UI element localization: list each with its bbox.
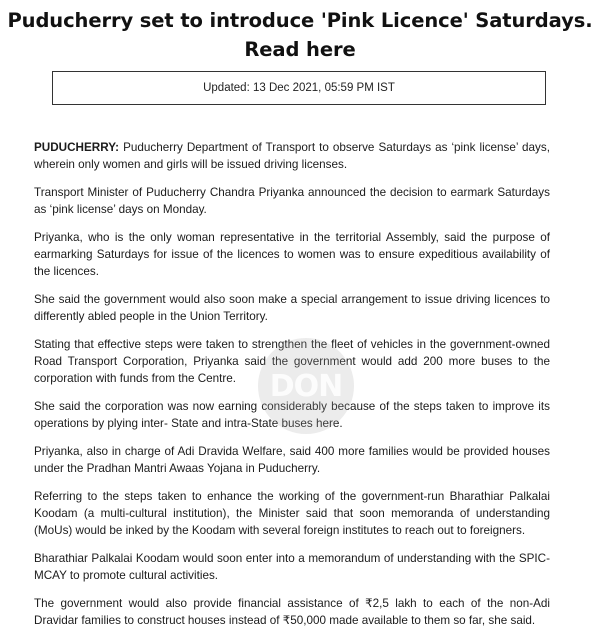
paragraph-8: Referring to the steps taken to enhance the working of the government-run Bharathiar Palkalai Koodam (a multi-cultural institution), the Minister said that soon memoranda of understanding (MoUs) would be inked by the Koodam with several foreign institutes to reach out to foreigners. [34, 490, 550, 537]
paragraph-4: She said the government would also soon make a special arrangement to issue driving licences to differently abled people in the Union Territory. [34, 293, 550, 323]
updated-timestamp-box [52, 71, 546, 105]
paragraph-5: Stating that effective steps were taken to strengthen the fleet of vehicles in the government-owned Road Transport Corporation, Priyanka said the government would add 200 more buses to the corporation with funds from the Centre. [34, 338, 550, 385]
article-body [34, 139, 550, 640]
paragraph-2: Transport Minister of Puducherry Chandra Priyanka announced the decision to earmark Saturdays as ‘pink license’ days on Monday. [34, 186, 550, 216]
paragraph-10: The government would also provide financial assistance of ₹2,5 lakh to each of the non-Adi Dravidar families to construct houses instead of ₹50,000 made available to them so far, she said. [34, 597, 550, 627]
paragraph-1 [34, 139, 550, 173]
headline-line-1: Puducherry set to introduce 'Pink Licence' Saturdays. [7, 9, 593, 32]
paragraph-9: Bharathiar Palkalai Koodam would soon enter into a memorandum of understanding with the SPIC-MCAY to promote cultural activities. [34, 552, 550, 582]
watermark-text: DON [269, 368, 343, 404]
updated-timestamp: Updated: 13 Dec 2021, 05:59 PM IST [203, 82, 395, 94]
article-headline [0, 6, 600, 64]
headline-line-2: Read here [244, 38, 356, 61]
paragraph-3: Priyanka, who is the only woman representative in the territorial Assembly, said the purpose of earmarking Saturdays for issue of the licences to women was to ensure expeditious availability of the licences. [34, 231, 550, 278]
paragraph-1-text: Puducherry Department of Transport to observe Saturdays as ‘pink license’ days, wherein only women and girls will be issued driving licenses. [34, 141, 550, 171]
dateline: PUDUCHERRY: [34, 141, 120, 154]
paragraph-6: She said the corporation was now earning considerably because of the steps taken to improve its operations by plying inter- State and intra-State buses here. [34, 400, 550, 430]
paragraph-7: Priyanka, also in charge of Adi Dravida Welfare, said 400 more families would be provided houses under the Pradhan Mantri Awaas Yojana in Puducherry. [34, 445, 550, 475]
